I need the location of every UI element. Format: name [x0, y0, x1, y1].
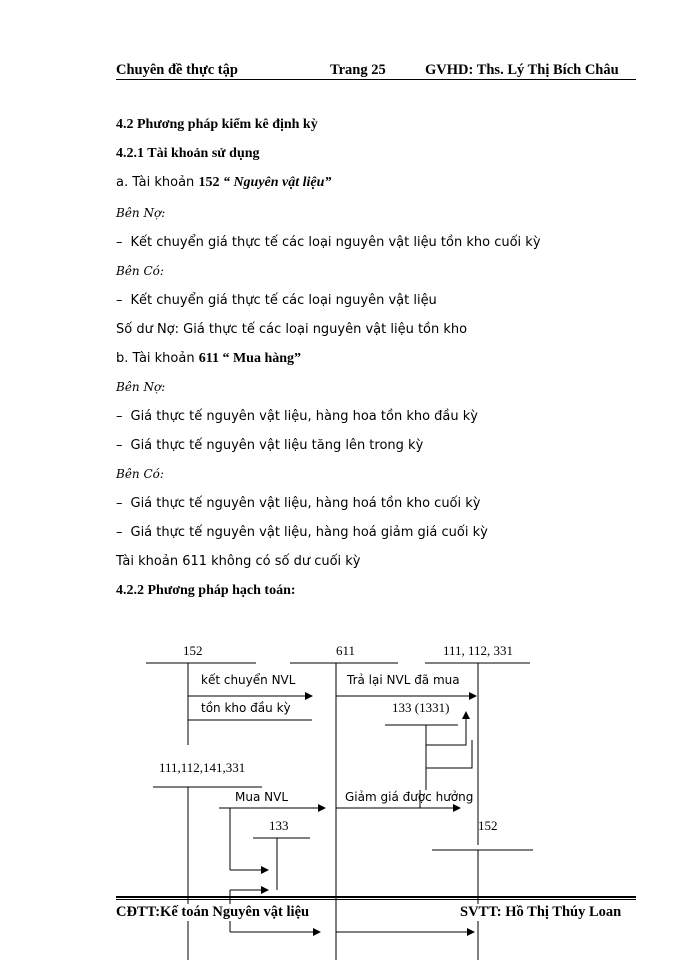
label-giam-gia: Giảm giá được hưởng: [345, 790, 474, 804]
account-152-prefix: a. Tài khoản: [116, 175, 199, 190]
label-acc-152: 152: [183, 643, 203, 658]
label-acc-1331: 133 (1331): [392, 700, 450, 715]
footer-left: CĐTT:Kế toán Nguyên vật liệu: [116, 904, 310, 920]
bullet-dash: –: [116, 235, 123, 250]
label-acc-133: 133: [269, 818, 289, 833]
bullet-dash: –: [116, 525, 123, 540]
debit-item-text: Giá thực tế nguyên vật liệu, hàng hoa tồn kho đầu kỳ: [130, 409, 478, 424]
account-152-balance: Số dư Nợ: Giá thực tế các loại nguyên vật liệu tồn kho: [116, 322, 468, 337]
label-acc-152b: 152: [478, 818, 498, 833]
bullet-dash: –: [116, 496, 123, 511]
arrow-1331-up: [426, 712, 466, 745]
bullet-dash: –: [116, 293, 123, 308]
header-page-number: Trang 25: [330, 62, 386, 78]
footer-right: SVTT: Hồ Thị Thúy Loan: [460, 904, 622, 920]
account-611-credit-label: Bên Có:: [116, 467, 164, 481]
label-ton-kho: tồn kho đầu kỳ: [201, 701, 291, 715]
account-152-credit-label: Bên Có:: [116, 264, 164, 278]
arrow-1331-right: [426, 740, 472, 768]
bullet-dash: –: [116, 438, 123, 453]
account-152-debit-label: Bên Nợ:: [116, 206, 166, 220]
header-supervisor: GVHD: Ths. Lý Thị Bích Châu: [425, 62, 619, 78]
debit-item-text: Kết chuyển giá thực tế các loại nguyên vật liệu tồn kho cuối kỳ: [130, 235, 541, 250]
account-611-debit-label: Bên Nợ:: [116, 380, 166, 394]
footer-rule-thin: [116, 899, 636, 900]
account-611-name: “ Mua hàng”: [218, 351, 302, 366]
method-title: 4.2.2 Phương pháp hạch toán:: [116, 583, 296, 598]
footer-rule-thick: [116, 896, 636, 898]
bullet-dash: –: [116, 409, 123, 424]
label-acc-111-112-141-331: 111,112,141,331: [159, 760, 246, 775]
subsection-title: 4.2.1 Tài khoản sử dụng: [116, 146, 260, 161]
label-ket-chuyen: kết chuyển NVL: [201, 673, 296, 687]
debit-item-text: Giá thực tế nguyên vật liệu tăng lên trong kỳ: [130, 438, 424, 453]
account-152-number: 152: [198, 175, 220, 190]
label-tra-lai: Trả lại NVL đã mua: [347, 673, 460, 687]
account-611-number: 611: [198, 351, 219, 366]
credit-item-text: Kết chuyển giá thực tế các loại nguyên vật liệu: [130, 293, 437, 308]
account-611-note: Tài khoản 611 không có số dư cuối kỳ: [116, 554, 361, 569]
section-title: 4.2 Phương pháp kiểm kê định kỳ: [116, 117, 318, 132]
header-left: Chuyên đề thực tập: [116, 62, 238, 78]
account-611-prefix: b. Tài khoản: [116, 351, 199, 366]
account-152-name: “ Nguyên vật liệu”: [219, 175, 332, 190]
credit-item-text: Giá thực tế nguyên vật liệu, hàng hoá giảm giá cuối kỳ: [130, 525, 488, 540]
credit-item-text: Giá thực tế nguyên vật liệu, hàng hoá tồn kho cuối kỳ: [130, 496, 481, 511]
label-acc-611: 611: [336, 643, 356, 658]
label-mua-nvl: Mua NVL: [235, 790, 288, 804]
label-acc-111-112-331: 111, 112, 331: [443, 643, 514, 658]
